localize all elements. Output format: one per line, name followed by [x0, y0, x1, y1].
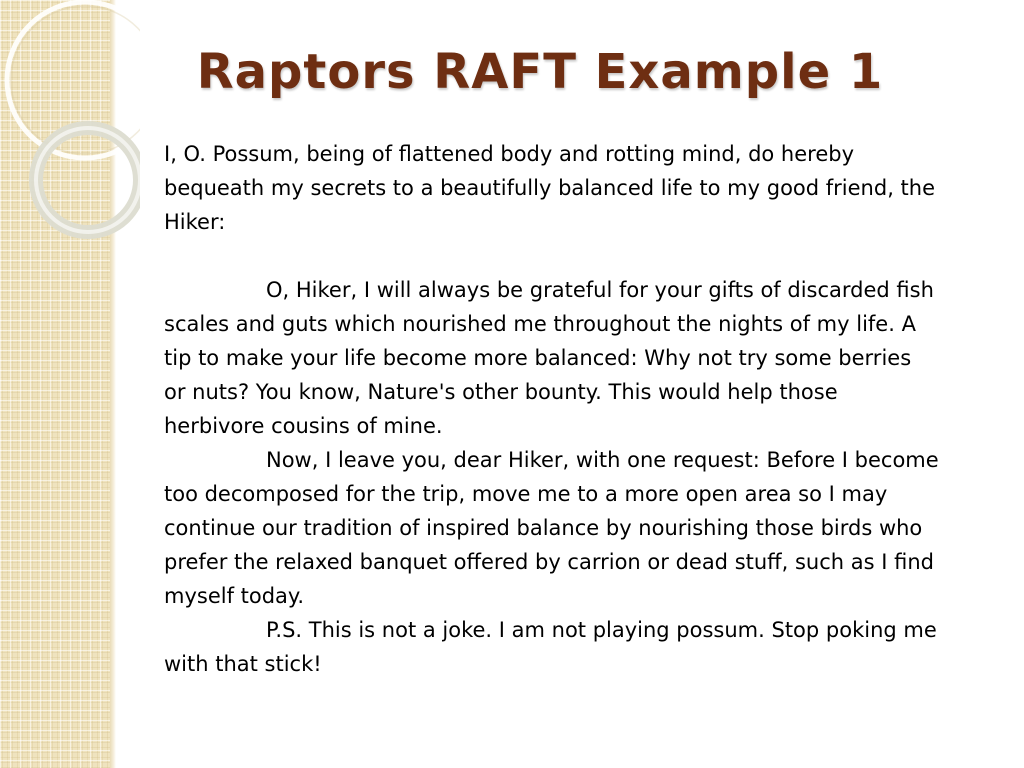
decorative-rings: [0, 0, 140, 280]
request-paragraph: Now, I leave you, dear Hiker, with one request: Before I become too decomposed for the trip, move me to a more open area so I may continue our tradition of inspired balance by nourishing those birds who prefer the relaxed banquet offered by carrion or dead stuff, such as I find myself today.: [164, 448, 939, 608]
postscript-paragraph: P.S. This is not a joke. I am not playing possum. Stop poking me with that stick!: [164, 618, 937, 676]
intro-paragraph: I, O. Possum, being of flattened body and rotting mind, do hereby bequeath my secrets to a beautifully balanced life to my good friend, the Hiker:: [164, 142, 936, 234]
paragraph-spacer: [164, 239, 939, 273]
slide-title: Raptors RAFT Example 1: [196, 44, 884, 100]
slide-body: [164, 137, 939, 681]
decorative-ring-small-highlight: [36, 128, 140, 232]
gratitude-paragraph: O, Hiker, I will always be grateful for your gifts of discarded fish scales and guts which nourished me throughout the nights of my life. A tip to make your life become more balanced: Why not try some berries or nuts? You know, Nature's other bounty. This would help those herbivore cousins of mine.: [164, 278, 934, 438]
